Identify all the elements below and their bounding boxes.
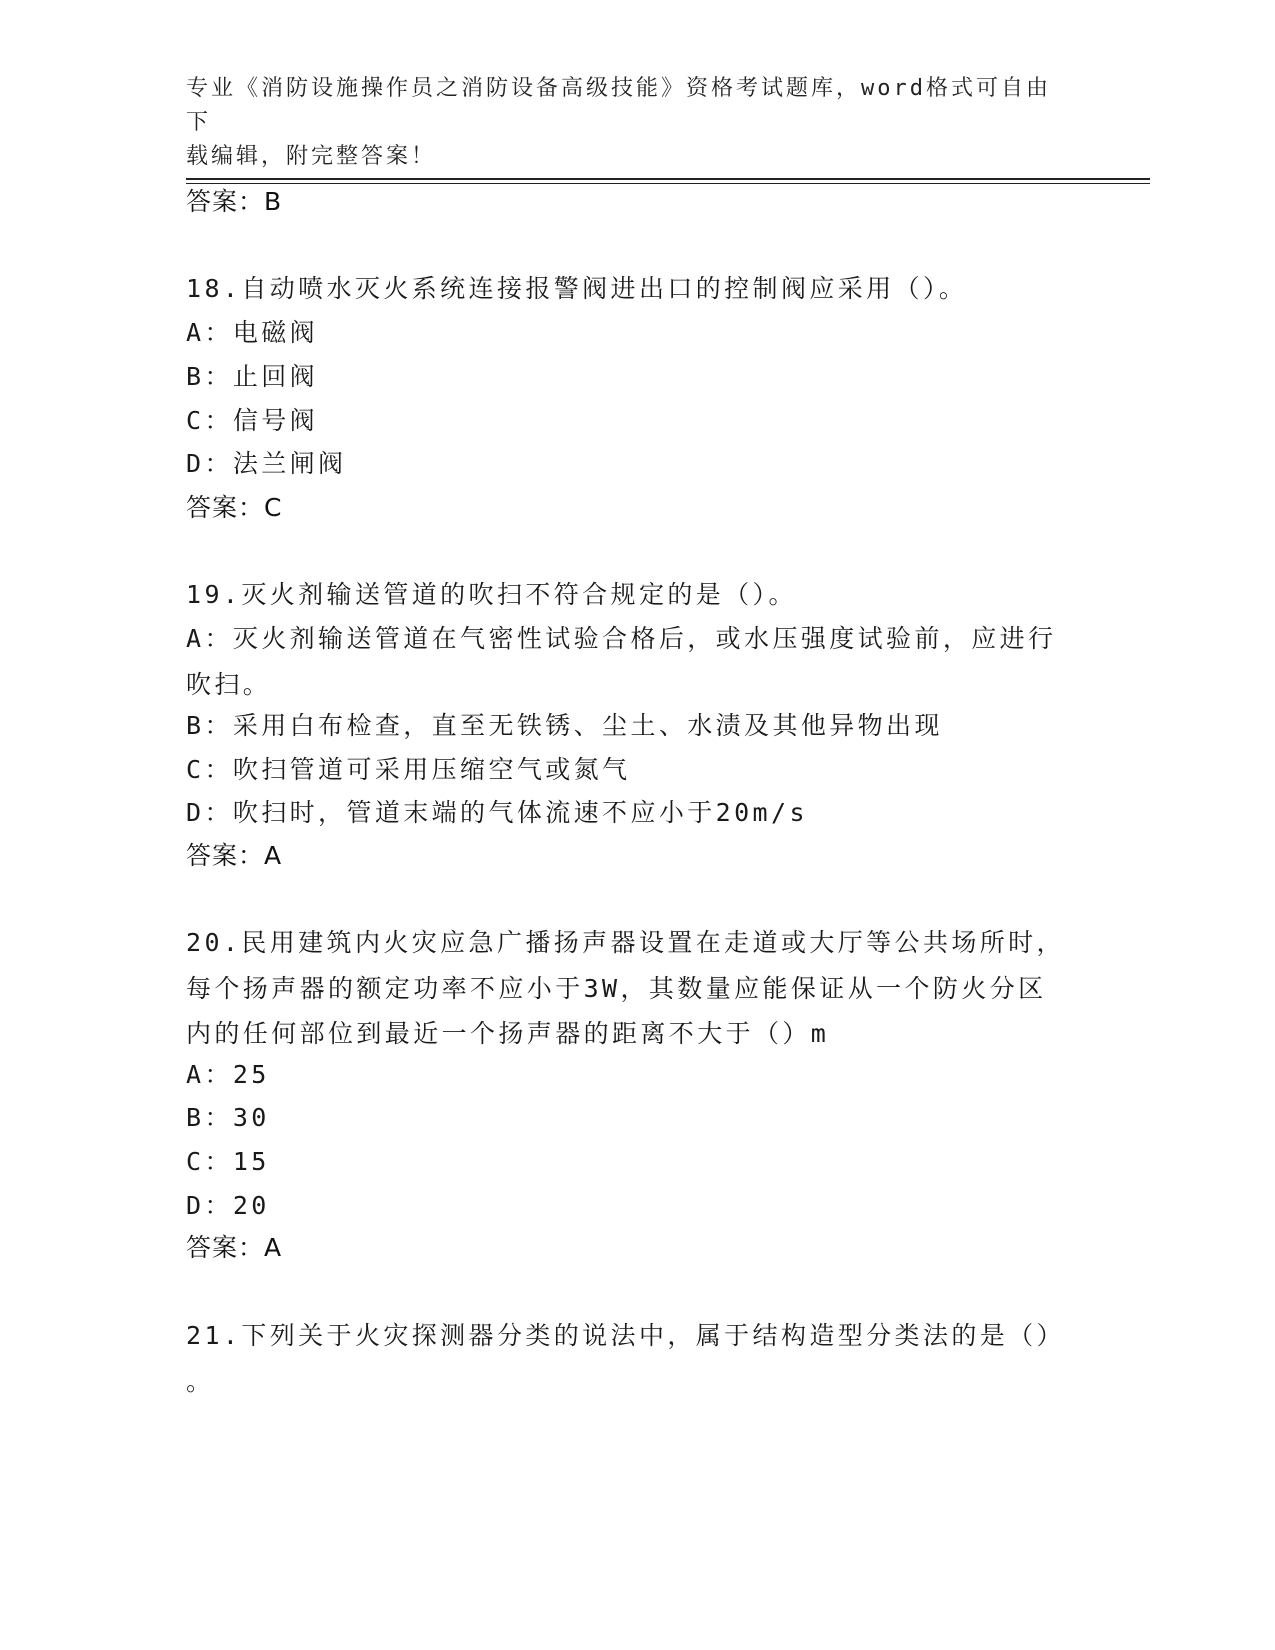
question-19-option-c (186, 747, 1066, 793)
question-20-stem (186, 920, 1066, 1057)
question-19-option-a (186, 616, 1066, 707)
question-19-stem (186, 572, 1066, 618)
option-line: C：吹扫管道可采用压缩空气或氮气 (186, 755, 631, 784)
header-line-1: 专业《消防设施操作员之消防设备高级技能》资格考试题库，word格式可自由下 (186, 76, 1051, 135)
header-line-2: 载编辑，附完整答案！ (186, 144, 437, 169)
option-line: A：灭火剂输送管道在气密性试验合格后，或水压强度试验前，应进行 (186, 624, 1057, 653)
stem-line: 20.民用建筑内火灾应急广播扬声器设置在走道或大厅等公共场所时， (186, 928, 1065, 957)
question-21-stem (186, 1313, 1066, 1404)
option-line: D：20 (186, 1191, 270, 1220)
stem-line: 内的任何部位到最近一个扬声器的距离不大于（）m (186, 1019, 830, 1048)
option-line: C：信号阀 (186, 406, 319, 435)
question-19-option-b (186, 703, 1066, 749)
question-19-option-d (186, 790, 1066, 836)
header-rule (186, 178, 1150, 180)
option-line: B：30 (186, 1103, 270, 1132)
question-20-option-b (186, 1095, 1066, 1141)
question-20-option-a (186, 1052, 1066, 1098)
option-line: 吹扫。 (186, 669, 272, 699)
option-line: D：法兰闸阀 (186, 449, 347, 478)
option-line: B：采用白布检查，直至无铁锈、尘土、水渍及其他异物出现 (186, 711, 943, 740)
question-18-option-c (186, 398, 1066, 444)
option-line: D：吹扫时，管道末端的气体流速不应小于20m/s (186, 798, 808, 827)
question-20-option-d (186, 1183, 1066, 1229)
answer-18: 答案：C (186, 493, 283, 522)
stem-line: 每个扬声器的额定功率不应小于3W，其数量应能保证从一个防火分区 (186, 973, 1047, 1003)
document-header (186, 72, 1066, 174)
header-rule-thin (186, 183, 1150, 184)
question-18-stem (186, 266, 1066, 312)
question-20-option-c (186, 1139, 1066, 1185)
option-line: B：止回阀 (186, 362, 319, 391)
answer-20: 答案：A (186, 1233, 283, 1262)
answer-19: 答案：A (186, 841, 283, 870)
option-line: A：电磁阀 (186, 318, 319, 347)
stem-line: 19.灭火剂输送管道的吹扫不符合规定的是（）。 (186, 580, 797, 609)
question-18-option-b (186, 354, 1066, 400)
stem-line: 21.下列关于火灾探测器分类的说法中，属于结构造型分类法的是（） (186, 1321, 1065, 1350)
stem-line: 18.自动喷水灭火系统连接报警阀进出口的控制阀应采用（）。 (186, 274, 968, 303)
option-line: A：25 (186, 1060, 270, 1089)
question-18-option-a (186, 310, 1066, 356)
question-18-option-d (186, 441, 1066, 487)
stem-line: 。 (186, 1366, 215, 1396)
answer-17: 答案：B (186, 187, 283, 216)
option-line: C：15 (186, 1147, 270, 1176)
